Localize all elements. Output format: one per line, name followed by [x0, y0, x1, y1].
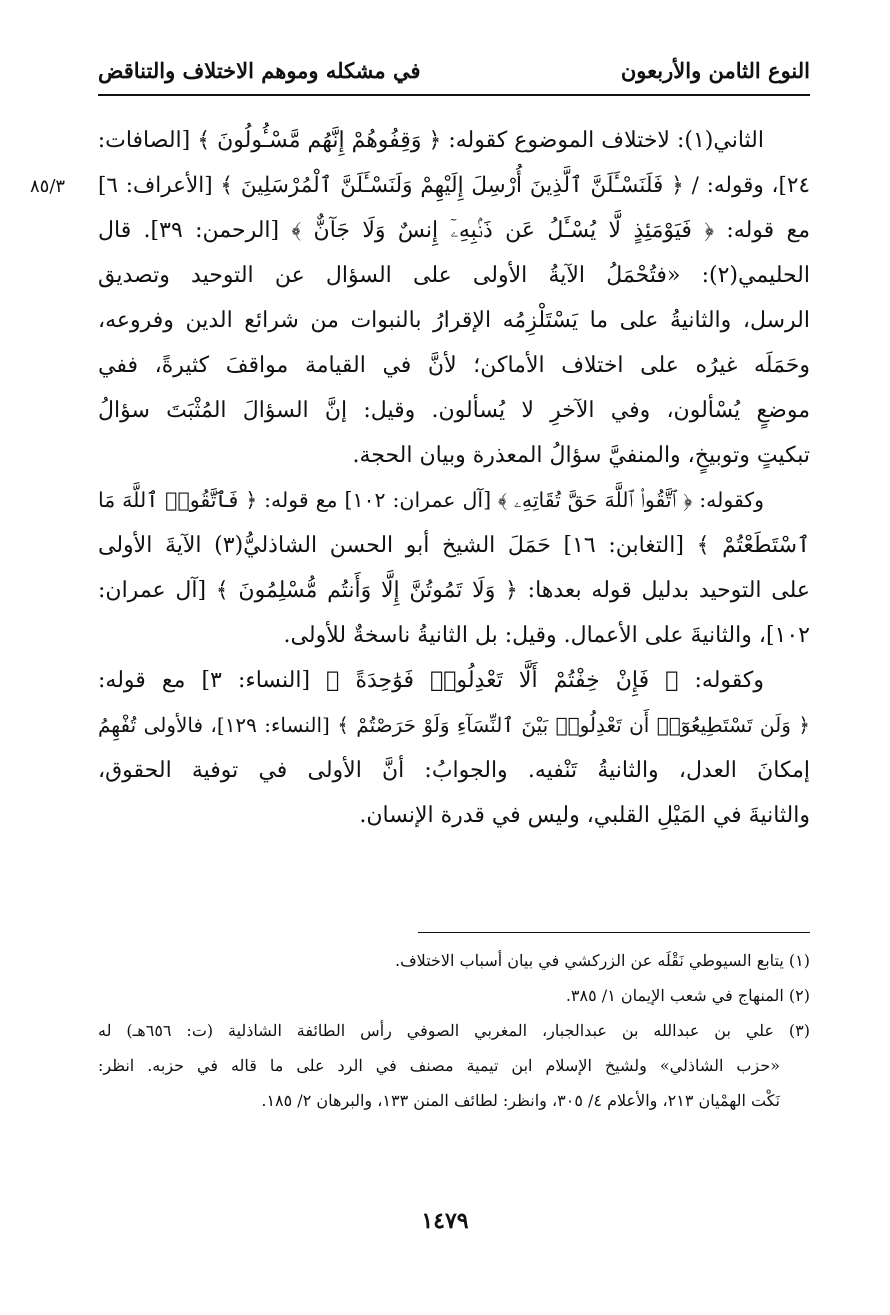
text-line: ﴿ وَلَن تَسْتَطِيعُوٓا۟ أَن تَعْدِلُوا۟ بَيْنَ ٱلنِّسَآءِ وَلَوْ حَرَصْتُمْ ﴾ [النساء: ١٢٩]، فالأولى تُفْهِمُ — [98, 713, 810, 737]
page-number: ١٤٧٩ — [421, 1208, 469, 1234]
text-line: وحَمَلَه غيرُه على اختلاف الأماكن؛ لأنَّ في القيامة مواقفَ كثيرةً، ففي — [98, 353, 810, 378]
text-line: على التوحيد بدليل قوله بعدها: ﴿ وَلَا تَمُوتُنَّ إِلَّا وَأَنتُم مُّسْلِمُونَ ﴾ [آل عمران: — [98, 578, 810, 603]
main-text — [98, 118, 810, 838]
text-line: ٢٤]، وقوله: / ﴿ فَلَنَسْـَٔلَنَّ ٱلَّذِينَ أُرْسِلَ إِلَيْهِمْ وَلَنَسْـَٔلَنَّ ٱلْمُرْسَلِينَ ﴾ [الأعراف: ٦] — [98, 173, 810, 198]
text-line: الثاني(١): لاختلاف الموضوع كقوله: ﴿ وَقِفُوهُمْ إِنَّهُم مَّسْـُٔولُونَ ﴾ [الصافات: — [98, 128, 764, 153]
footnote: (٢) المنهاج في شعب الإيمان ١/ ٣٨٥. — [565, 986, 810, 1005]
header-rule — [98, 94, 810, 96]
text-line: وكقوله: ﴿ فَإِنْ خِفْتُمْ أَلَّا تَعْدِلُوا۟ فَوَٰحِدَةً ﴾ [النساء: ٣] مع قوله: — [98, 668, 765, 693]
section-title: في مشكله وموهم الاختلاف والتناقض — [98, 58, 421, 83]
footnote-rule — [418, 932, 810, 933]
chapter-title: النوع الثامن والأربعون — [620, 58, 810, 83]
text-line: ١٠٢]، والثانيةَ على الأعمال. وقيل: بل الثانيةُ ناسخةٌ للأولى. — [283, 623, 810, 648]
text-line: إمكانَ العدل، والثانيةُ تَنْفيه. والجوابُ: أنَّ الأولى في توفية الحقوق، — [98, 758, 810, 783]
text-line: والثانيةَ في المَيْلِ القلبي، وليس في قدرة الإنسان. — [359, 803, 810, 828]
text-line: مع قوله: ﴿ فَيَوْمَئِذٍ لَّا يُسْـَٔلُ عَن ذَنۢبِهِۦٓ إِنسٌ وَلَا جَآنٌّ ﴾ [الرحمن: ٣٩]. قال — [98, 218, 810, 243]
footnote: (١) يتابع السيوطي نَقْلَه عن الزركشي في بيان أسباب الاختلاف. — [394, 951, 810, 970]
text-line: موضعٍ يُسْألون، وفي الآخرِ لا يُسألون. وقيل: إنَّ السؤالَ المُثْبَتَ سؤالُ — [98, 398, 810, 423]
text-line: وكقوله: ﴿ ٱتَّقُوا۟ ٱللَّهَ حَقَّ تُقَاتِهِۦ ﴾ [آل عمران: ١٠٢] مع قوله: ﴿ فَٱتَّقُوا۟ ٱللَّهَ مَا — [98, 488, 764, 512]
footnote-continuation: «حزب الشاذلي» ولشيخ الإسلام ابن تيمية مصنف في الرد على ما قاله في حزبه. انظر: — [98, 1056, 780, 1075]
running-header — [98, 50, 810, 90]
text-line: تبكيتٍ وتوبيخٍ، والمنفيَّ سؤالُ المعذرة وبيان الحجة. — [352, 443, 810, 468]
margin-reference: ٨٥/٣ — [30, 176, 66, 197]
footnote: (٣) علي بن عبدالله بن عبدالجبار، المغربي الصوفي رأس الطائفة الشاذلية (ت: ٦٥٦هـ) له — [98, 1021, 810, 1040]
footnotes — [98, 943, 810, 1118]
text-line: الحليمي(٢): «فتُحْمَلُ الآيةُ الأولى على السؤال عن التوحيد وتصديق — [98, 263, 810, 288]
text-line: الرسل، والثانيةُ على ما يَسْتَلْزِمُه الإقرارُ بالنبوات من شرائع الدين وفروعه، — [98, 308, 810, 333]
text-line: ٱسْتَطَعْتُمْ ﴾ [التغابن: ١٦] حَمَلَ الشيخ أبو الحسن الشاذليُّ(٣) الآيةَ الأولى — [98, 533, 810, 558]
footnote-continuation: نَكْت الهمْيان ٢١٣، والأعلام ٤/ ٣٠٥، وانظر: لطائف المنن ١٣٣، والبرهان ٢/ ١٨٥. — [261, 1091, 780, 1110]
